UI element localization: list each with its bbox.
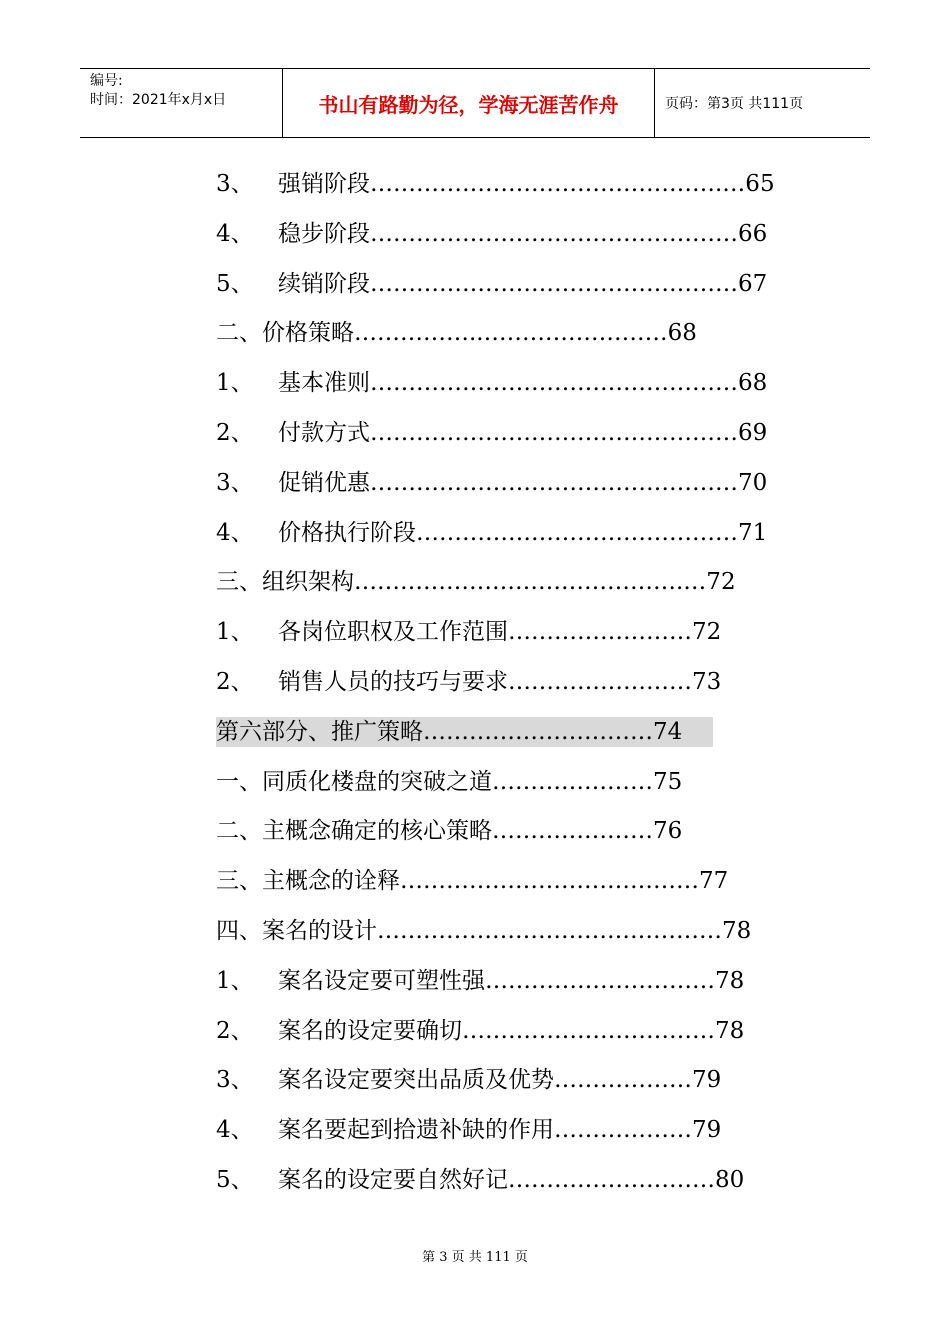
toc-entry — [216, 807, 716, 857]
toc-entry-number: 5、 — [216, 270, 254, 297]
toc-entry — [216, 210, 768, 260]
toc-entry-text: 案名的设定要确切……………………………78 — [278, 1017, 745, 1044]
toc-entry — [216, 1056, 722, 1106]
toc-entry-text: 促销优惠…………………………………………70 — [278, 469, 768, 496]
toc-entry-text: 一、同质化楼盘的突破之道…………………75 — [216, 768, 683, 795]
toc-entry-text: 第六部分、推广策略…………………………74 — [216, 718, 683, 745]
header-motto: 书山有路勤为径，学海无涯苦作舟 — [283, 69, 655, 137]
toc-entry-text: 三、主概念的诠释…………………………………77 — [216, 868, 729, 895]
toc-entry-text: 基本准则…………………………………………68 — [278, 370, 768, 397]
toc-entry-text: 案名的设定要自然好记………………………80 — [278, 1166, 745, 1193]
toc-entry-text: 二、价格策略……………..……………………68 — [216, 320, 697, 347]
toc-entry-text: 价格执行阶段……………………………………71 — [278, 519, 768, 546]
toc-entry-number: 2、 — [216, 668, 254, 695]
toc-entry — [216, 309, 716, 359]
header-left-cell — [80, 69, 283, 137]
toc-entry-text: 付款方式…………………………………………69 — [278, 419, 768, 446]
toc-entry — [216, 1007, 745, 1057]
header-page-info: 页码：第3页 共111页 — [665, 96, 804, 112]
toc-entry — [216, 1156, 745, 1206]
code-label: 编号: — [90, 73, 123, 89]
toc-entry — [216, 758, 716, 808]
date-line: 时间：2021年x月x日 — [90, 92, 227, 108]
toc-entry-number: 3、 — [216, 1067, 254, 1094]
toc-entry-number: 5、 — [216, 1166, 254, 1193]
toc-entry-highlight — [216, 717, 713, 747]
toc-entry — [216, 608, 722, 658]
toc-entry — [216, 509, 768, 559]
toc-entry — [216, 1106, 722, 1156]
toc-entry-text: 四、案名的设计………………………………………78 — [216, 917, 752, 944]
toc-entry — [216, 558, 736, 608]
toc-entry — [216, 160, 775, 210]
toc-entry-number: 3、 — [216, 171, 254, 197]
toc-entry-number: 4、 — [216, 220, 254, 247]
toc-entry-number: 4、 — [216, 519, 254, 546]
toc-entry — [216, 957, 745, 1007]
toc-entry-number: 2、 — [216, 419, 254, 446]
toc-entry-number: 1、 — [216, 619, 254, 646]
toc-entry-text: 案名要起到拾遗补缺的作用………………79 — [278, 1117, 722, 1144]
toc-entry — [216, 857, 729, 907]
page-header — [80, 68, 870, 138]
toc-entry-text: 各岗位职权及工作范围……………………72 — [278, 619, 722, 646]
page-footer: 第 3 页 共 111 页 — [422, 1250, 528, 1265]
toc-entry-text: 案名设定要突出品质及优势………………79 — [278, 1067, 722, 1094]
toc-entry-text: 销售人员的技巧与要求……………………73 — [278, 668, 722, 695]
toc-entry-text: 二、主概念确定的核心策略…………………76 — [216, 818, 683, 845]
toc-entry — [216, 907, 752, 957]
toc-entry — [216, 260, 768, 310]
toc-entry-text: 强销阶段……………………………………….…65 — [278, 171, 775, 197]
toc-entry — [216, 658, 722, 708]
toc-entry-text: 案名设定要可塑性强…………………………78 — [278, 967, 745, 994]
toc-entry-number: 3、 — [216, 469, 254, 496]
toc-entry-text: 三、组织架构…………………………………….…72 — [216, 569, 736, 596]
toc-entry-number: 2、 — [216, 1017, 254, 1044]
toc-entry-text: 续销阶段…………………………………………67 — [278, 270, 768, 297]
toc-entry-number: 4、 — [216, 1117, 254, 1144]
toc-entry — [216, 409, 768, 459]
toc-entry-text: 稳步阶段…………………………………………66 — [278, 220, 768, 247]
toc-entry-number: 1、 — [216, 967, 254, 994]
toc-entry-number: 1、 — [216, 370, 254, 397]
toc-entry — [216, 459, 768, 509]
table-of-contents — [216, 160, 775, 1206]
toc-entry — [216, 708, 716, 758]
toc-entry — [216, 359, 768, 409]
